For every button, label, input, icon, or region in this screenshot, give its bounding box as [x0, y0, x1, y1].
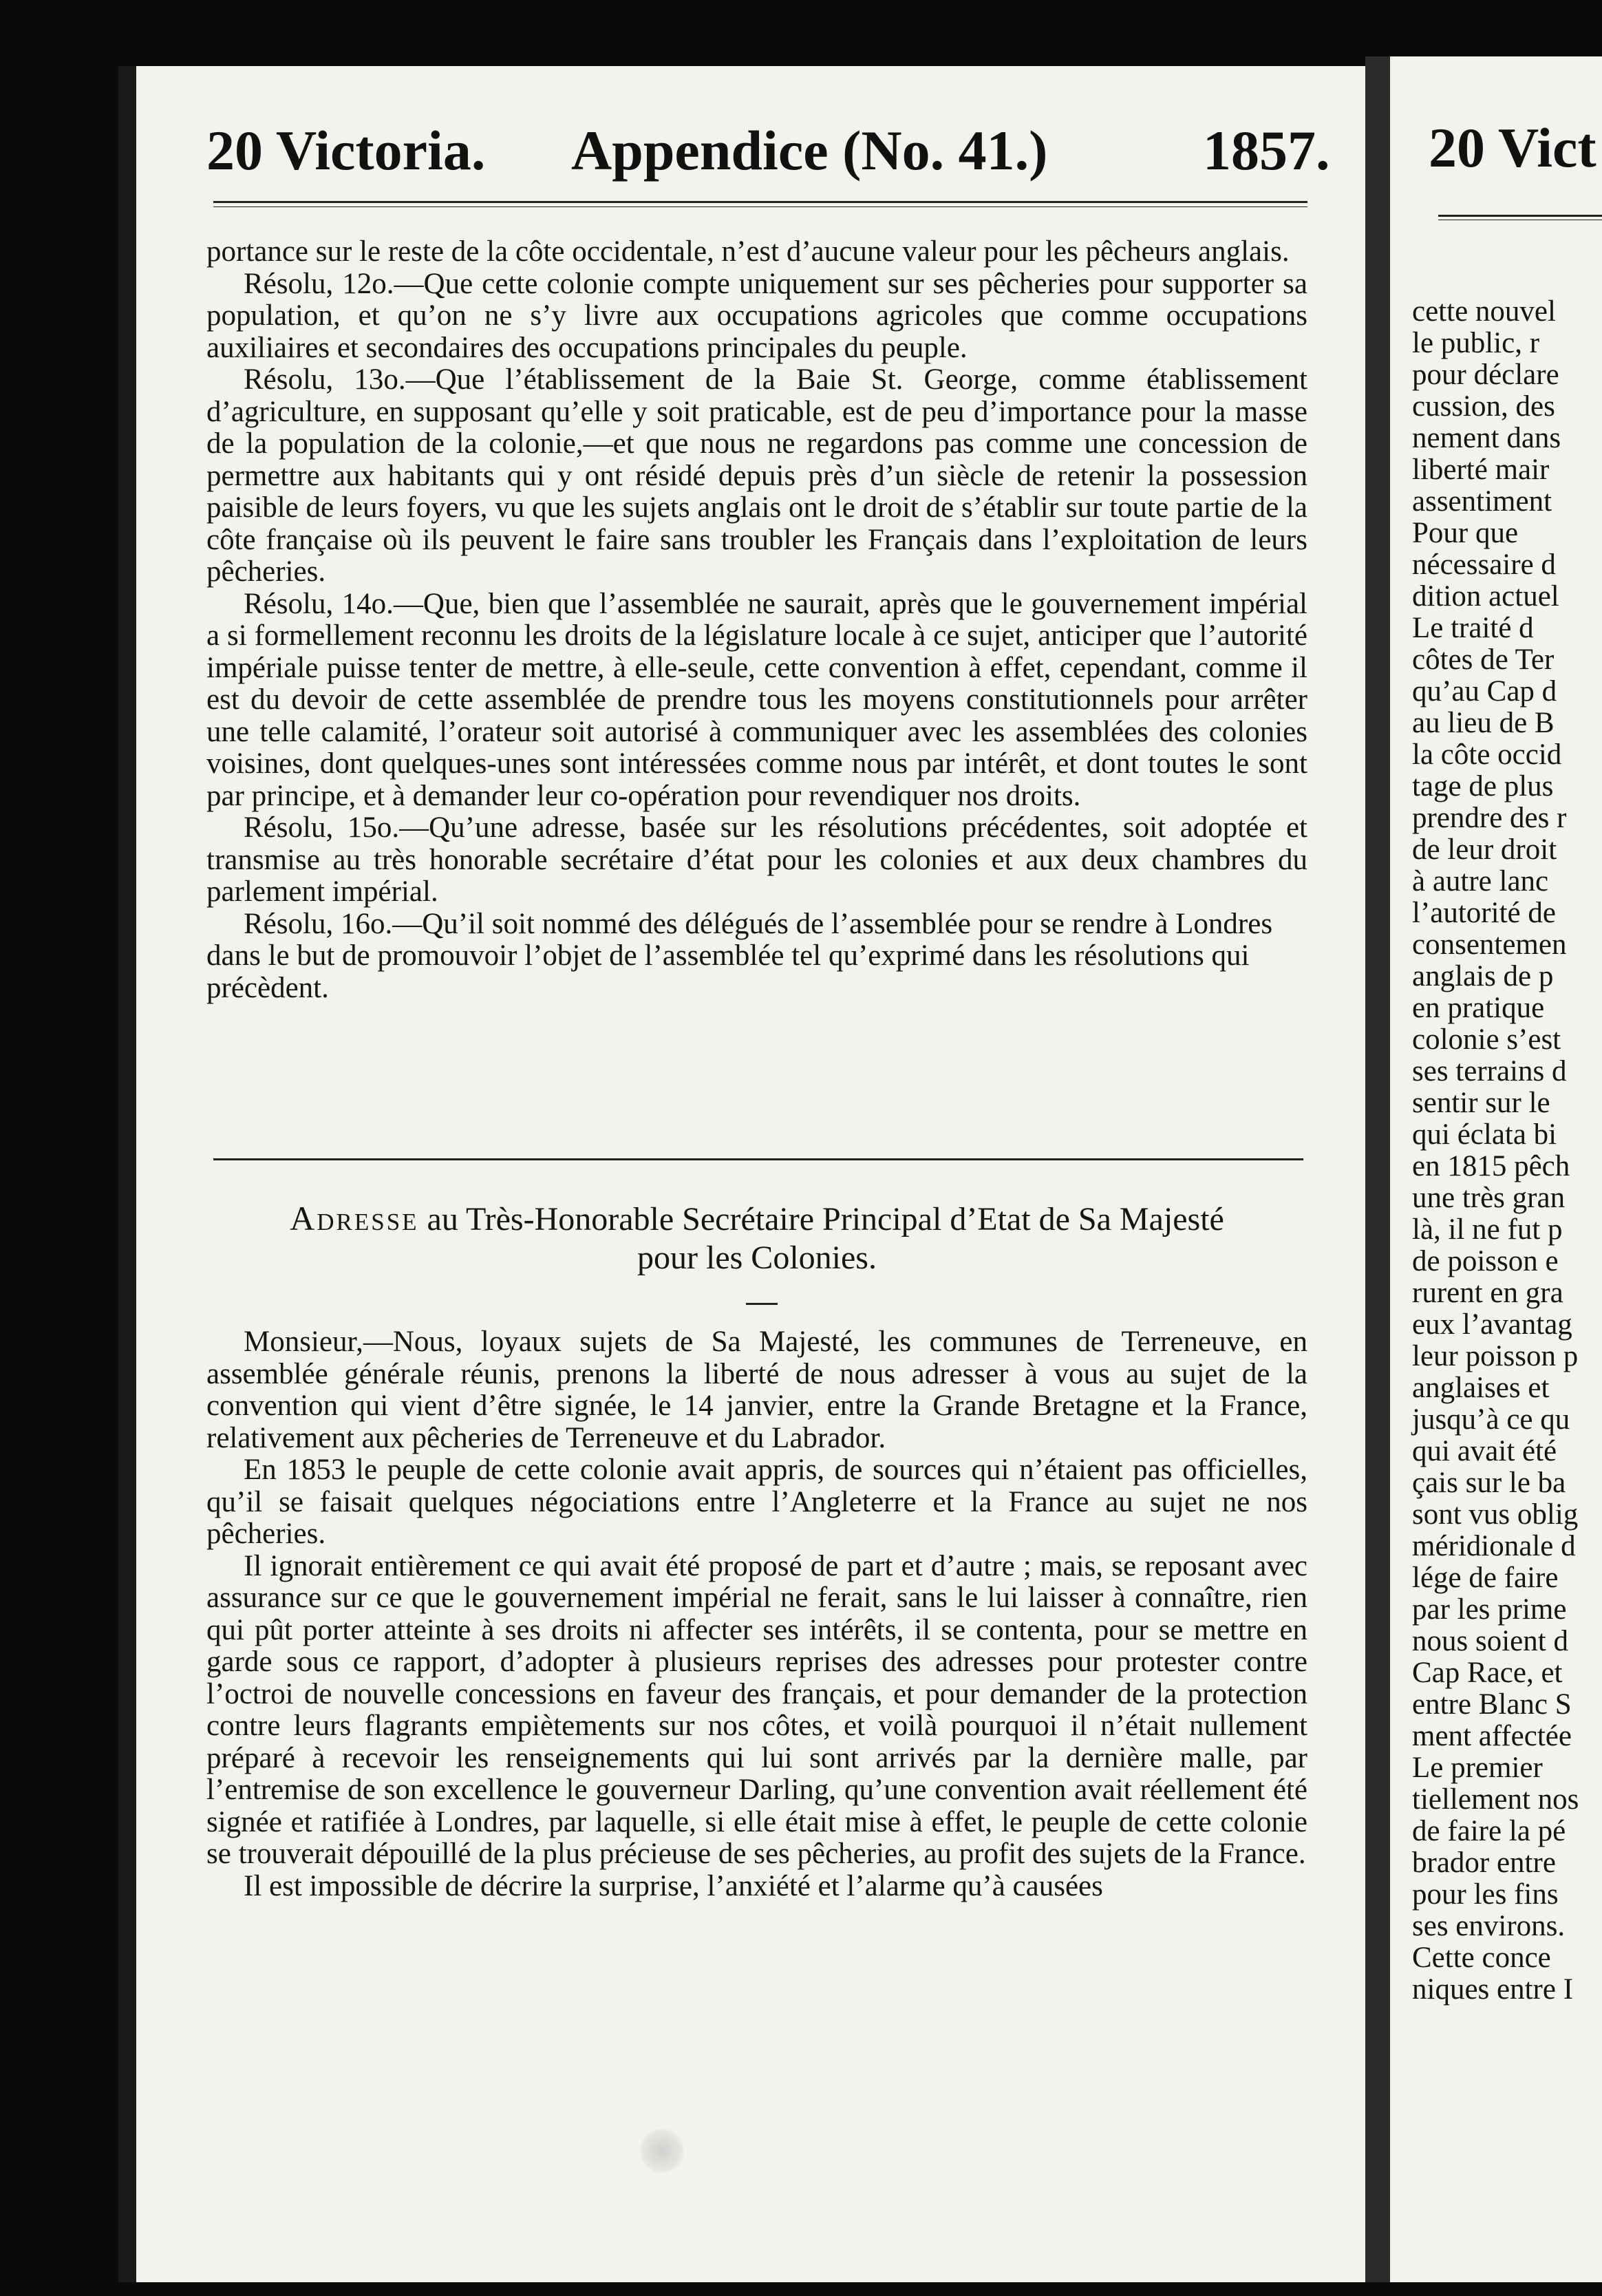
address-title-rest: au Très-Honorable Secrétaire Principal d’Etat de Sa Majesté — [427, 1201, 1224, 1237]
right-page-line: cussion, des — [1412, 390, 1555, 423]
right-page-line: de poisson e — [1412, 1245, 1559, 1277]
right-page-line: au lieu de B — [1412, 707, 1555, 739]
right-page-line: tage de plus — [1412, 770, 1554, 802]
page-gutter — [1365, 56, 1390, 2282]
header-center: Appendice (No. 41.) — [571, 119, 1048, 182]
right-page-line: anglaises et — [1412, 1372, 1550, 1404]
right-page-header: 20 Vict — [1429, 116, 1596, 179]
right-page-line: en pratique — [1412, 992, 1545, 1024]
right-page-line: une très gran — [1412, 1182, 1566, 1214]
letter-paragraph: Il ignorait entièrement ce qui avait été proposé de part et d’autre ; mais, se reposant avec assurance sur ce que le gouvernement impérial ne ferait, sans le lui laisser à connaître, rien qui pût porter atteinte à ses droits ni affecter ses intérêts, il se contenta, pour se mettre en garde sous ce rapport, d’adopter à plusieurs reprises des adresses pour protester contre l’octroi de nouvelle concessions en faveur des français, et pour demander de la protection contre leurs flagrants empiètements sur nos côtes, et voilà pourquoi il n’était nullement préparé à recevoir les renseignements qui lui sont arrivés par la dernière malle, par l’entremise de son excellence le gouverneur Darling, qu’une convention avait réellement été signée et ratifiée à Londres, par laquelle, si elle était mise à effet, le peuple de cette colonie se trouverait dépouillé de la plus précieuse de ses pêcheries, au profit des sujets de la France. — [206, 1549, 1307, 1870]
resolution-paragraph: Résolu, 16o.—Qu’il soit nommé des délégués de l’assemblée pour se rendre à Londres dans le but de promouvoir l’objet de l’assemblée tel qu’exprimé dans les résolutions qui précèdent. — [206, 907, 1273, 1004]
paper-blemish — [640, 2127, 684, 2175]
right-page-line: entre Blanc S — [1412, 1688, 1572, 1721]
right-page-line: assentiment — [1412, 485, 1552, 518]
right-page-line: niques entre I — [1412, 1973, 1574, 2006]
right-page-line: colonie s’est — [1412, 1023, 1561, 1056]
right-page-line: cette nouvel — [1412, 295, 1556, 328]
right-header-rule — [1438, 215, 1602, 217]
address-lead: Adresse — [290, 1199, 419, 1237]
resolutions-block — [206, 236, 1307, 1004]
right-page-line: en 1815 pêch — [1412, 1150, 1570, 1182]
right-page-line: nécessaire d — [1412, 549, 1556, 581]
right-page-line: Cap Race, et — [1412, 1657, 1563, 1689]
page-shadow-left — [118, 66, 136, 2282]
resolution-paragraph: Résolu, 15o.—Qu’une adresse, basée sur les résolutions précédentes, soit adoptée et transmise au très honorable secrétaire d’état pour les colonies et aux deux chambres du parlement impérial. — [206, 811, 1307, 908]
right-page-line: tiellement nos — [1412, 1783, 1579, 1816]
right-page-line: qu’au Cap d — [1412, 675, 1557, 708]
right-page-line: lége de faire — [1412, 1562, 1559, 1594]
address-title-line2: pour les Colonies. — [637, 1240, 877, 1276]
right-page-line: par les prime — [1412, 1593, 1567, 1626]
right-page-line: rurent en gra — [1412, 1277, 1563, 1309]
letter-paragraph: En 1853 le peuple de cette colonie avait appris, de sources qui n’étaient pas officielles, qu’il se faisait quelques négociations entre l’Angleterre et la France au sujet ne nos pêcheries. — [206, 1454, 1307, 1550]
right-page-line: de leur droit — [1412, 833, 1557, 866]
right-page-line: pour les fins — [1412, 1878, 1559, 1911]
right-page-line: sont vus oblig — [1412, 1498, 1579, 1531]
right-page-line: là, il ne fut p — [1412, 1213, 1563, 1246]
letter-paragraph: Il est impossible de décrire la surprise, l’anxiété et l’alarme qu’à causées — [244, 1869, 1103, 1902]
right-page-line: méridionale d — [1412, 1530, 1576, 1562]
right-page-line: nous soient d — [1412, 1625, 1568, 1657]
address-title — [206, 1199, 1307, 1277]
title-dash — [746, 1303, 778, 1305]
header-left: 20 Victoria. — [206, 119, 486, 182]
right-page-line: dition actuel — [1412, 580, 1559, 613]
right-page-line: qui avait été — [1412, 1435, 1557, 1467]
right-page-line: consentemen — [1412, 928, 1567, 961]
resolution-paragraph: Résolu, 12o.—Que cette colonie compte uniquement sur ses pêcheries pour supporter sa population, et qu’on ne s’y livre aux occupations agricoles que comme occupations auxiliaires et secondaires des occupations principales du peuple. — [206, 267, 1307, 364]
right-page-line: leur poisson p — [1412, 1340, 1579, 1372]
letter-block — [206, 1326, 1307, 1902]
right-page-line: jusqu’à ce qu — [1412, 1403, 1570, 1436]
right-page-line: Cette conce — [1412, 1942, 1551, 1974]
right-page-line: de faire la pé — [1412, 1815, 1566, 1847]
right-page — [1390, 56, 1602, 2282]
resolution-paragraph: Résolu, 13o.—Que l’établissement de la Baie St. George, comme établissement d’agriculture, en supposant qu’elle y soit praticable, est de peu d’importance pour la masse de la population de la colonie,—et que nous ne regardons pas comme une concession de permettre aux habitants qui y ont résidé depuis près d’un siècle de retenir la possession paisible de leurs foyers, vu que les sujets anglais ont le droit de s’établir sur toute partie de la côte française où ils peuvent le faire sans troubler les Français dans l’exploitation de leurs pêcheries. — [206, 363, 1307, 588]
right-page-line: anglais de p — [1412, 960, 1554, 992]
right-page-line: ses terrains d — [1412, 1055, 1567, 1087]
right-page-line: eux l’avantag — [1412, 1308, 1572, 1341]
right-page-line: pour déclare — [1412, 359, 1559, 391]
right-page-line: Le premier — [1412, 1752, 1543, 1784]
right-page-line: ment affectée — [1412, 1720, 1572, 1752]
right-page-line: Le traité d — [1412, 612, 1534, 644]
resolution-paragraph: Résolu, 14o.—Que, bien que l’assemblée ne saurait, après que le gouvernement impérial a si formellement reconnu les droits de la législature locale à ce sujet, anticiper que l’autorité impériale puisse tenter de mettre, à elle-seule, cette convention à effet, cependant, comme il est du devoir de cette assemblée de prendre tous les moyens constitutionnels pour arrêter une telle calamité, l’orateur soit autorisé à communiquer avec les assemblées des colonies voisines, dont quelques-unes sont intéressées comme nous par intérêt, et dont toutes le sont par principe, et à demander leur co-opération pour revendiquer nos droits. — [206, 587, 1307, 812]
right-page-column — [1412, 296, 1602, 2006]
section-divider — [213, 1158, 1303, 1160]
resolution-paragraph: portance sur le reste de la côte occidentale, n’est d’aucune valeur pour les pêcheurs anglais. — [206, 235, 1290, 268]
letter-paragraph: Monsieur,—Nous, loyaux sujets de Sa Majesté, les communes de Terreneuve, en assemblée générale réunis, prenons la liberté de nous adresser à vous au sujet de la convention qui vient d’être signée, le 14 janvier, entre la Grande Bretagne et la France, relativement aux pêcheries de Terreneuve et du Labrador. — [206, 1326, 1307, 1454]
right-page-line: à autre lanc — [1412, 865, 1549, 897]
right-page-line: ses environs. — [1412, 1910, 1566, 1942]
header-rule — [213, 201, 1307, 203]
right-page-line: Pour que — [1412, 517, 1519, 549]
right-page-line: liberté mair — [1412, 454, 1550, 486]
right-page-line: çais sur le ba — [1412, 1467, 1566, 1499]
right-page-line: sentir sur le — [1412, 1087, 1550, 1119]
header-right: 1857. — [1203, 119, 1330, 182]
right-page-line: qui éclata bi — [1412, 1118, 1557, 1151]
right-page-line: le public, r — [1412, 327, 1540, 359]
header-rule-thin — [213, 206, 1307, 207]
right-page-line: côtes de Ter — [1412, 644, 1555, 676]
right-page-line: l’autorité de — [1412, 897, 1556, 929]
right-page-line: brador entre — [1412, 1847, 1556, 1879]
right-page-line: la côte occid — [1412, 738, 1562, 771]
right-page-line: nement dans — [1412, 422, 1561, 454]
right-page-line: prendre des r — [1412, 802, 1567, 834]
